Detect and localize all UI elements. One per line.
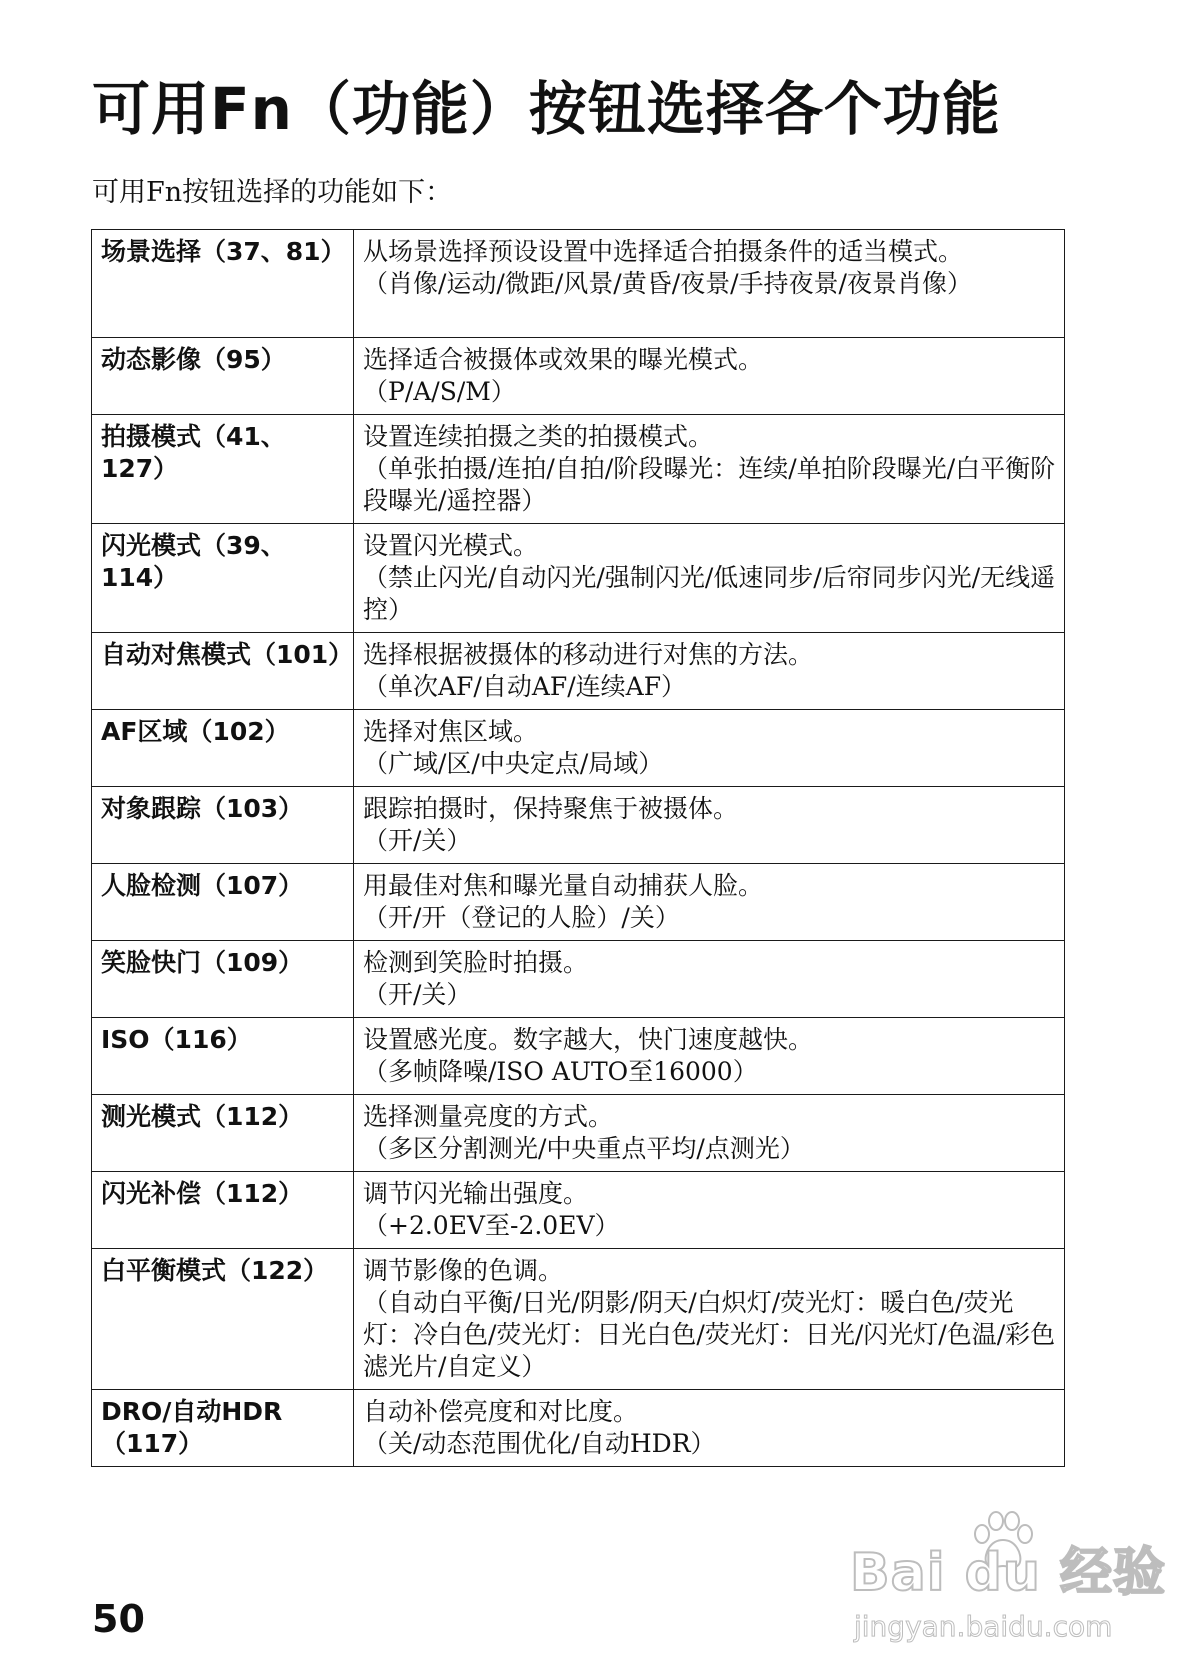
table-row — [92, 1095, 1065, 1172]
function-name: 闪光模式（39、114） — [92, 524, 354, 633]
function-name: DRO/自动HDR（117） — [92, 1390, 354, 1467]
table-row — [92, 1249, 1065, 1390]
function-description — [354, 633, 1065, 710]
function-name: 自动对焦模式（101） — [92, 633, 354, 710]
description-text: 选择对焦区域。 — [363, 717, 539, 746]
function-name: 对象跟踪（103） — [92, 787, 354, 864]
page-title: 可用Fn（功能）按钮选择各个功能 — [92, 75, 1001, 143]
options-text: （单张拍摄/连拍/自拍/阶段曝光：连续/单拍阶段曝光/白平衡阶段曝光/遥控器） — [363, 454, 1056, 515]
description-text: 选择测量亮度的方式。 — [363, 1102, 614, 1131]
options-text: （禁止闪光/自动闪光/强制闪光/低速同步/后帘同步闪光/无线遥控） — [363, 563, 1056, 624]
function-description — [354, 415, 1065, 524]
options-text: （多区分割测光/中央重点平均/点测光） — [363, 1134, 805, 1163]
table-row — [92, 1018, 1065, 1095]
function-name: AF区域（102） — [92, 710, 354, 787]
function-description — [354, 1172, 1065, 1249]
description-text: 检测到笑脸时拍摄。 — [363, 948, 589, 977]
baidu-watermark — [850, 1510, 1166, 1660]
options-text: （开/关） — [363, 826, 472, 855]
description-text: 选择根据被摄体的移动进行对焦的方法。 — [363, 640, 814, 669]
table-row — [92, 941, 1065, 1018]
function-name: 动态影像（95） — [92, 338, 354, 415]
description-text: 设置感光度。数字越大，快门速度越快。 — [363, 1025, 814, 1054]
function-name: ISO（116） — [92, 1018, 354, 1095]
table-row — [92, 1172, 1065, 1249]
function-description — [354, 1390, 1065, 1467]
function-description — [354, 710, 1065, 787]
options-text: （单次AF/自动AF/连续AF） — [363, 672, 687, 701]
function-description — [354, 338, 1065, 415]
table-row — [92, 864, 1065, 941]
function-name: 闪光补偿（112） — [92, 1172, 354, 1249]
function-name: 场景选择（37、81） — [92, 230, 354, 338]
options-text: （开/开（登记的人脸）/关） — [363, 903, 680, 932]
options-text: （广域/区/中央定点/局域） — [363, 749, 664, 778]
table-row — [92, 787, 1065, 864]
function-name: 测光模式（112） — [92, 1095, 354, 1172]
options-text: （肖像/运动/微距/风景/黄昏/夜景/手持夜景/夜景肖像） — [363, 269, 972, 298]
description-text: 选择适合被摄体或效果的曝光模式。 — [363, 345, 764, 374]
table-row — [92, 338, 1065, 415]
options-text: （+2.0EV至-2.0EV） — [363, 1211, 620, 1240]
function-name: 拍摄模式（41、127） — [92, 415, 354, 524]
function-description — [354, 1249, 1065, 1390]
function-description — [354, 864, 1065, 941]
options-text: （自动白平衡/日光/阴影/阴天/白炽灯/荧光灯：暖白色/荧光灯：冷白色/荧光灯：日光白色/荧光灯：日光/闪光灯/色温/彩色滤光片/自定义） — [363, 1288, 1056, 1381]
table-row — [92, 524, 1065, 633]
function-name: 人脸检测（107） — [92, 864, 354, 941]
description-text: 调节闪光输出强度。 — [363, 1179, 589, 1208]
function-table — [91, 229, 1065, 1467]
table-row — [92, 710, 1065, 787]
function-description — [354, 1095, 1065, 1172]
description-text: 用最佳对焦和曝光量自动捕获人脸。 — [363, 871, 764, 900]
description-text: 设置闪光模式。 — [363, 531, 539, 560]
watermark-url: jingyan.baidu.com — [854, 1610, 1113, 1643]
table-row — [92, 1390, 1065, 1467]
intro-text: 可用Fn按钮选择的功能如下： — [92, 177, 453, 208]
function-name: 笑脸快门（109） — [92, 941, 354, 1018]
watermark-logo-text: Bai du 经验 — [850, 1543, 1166, 1603]
table-row — [92, 230, 1065, 338]
description-text: 调节影像的色调。 — [363, 1256, 564, 1285]
function-description — [354, 787, 1065, 864]
description-text: 跟踪拍摄时，保持聚焦于被摄体。 — [363, 794, 739, 823]
description-text: 从场景选择预设设置中选择适合拍摄条件的适当模式。 — [363, 237, 964, 266]
function-description — [354, 524, 1065, 633]
description-text: 自动补偿亮度和对比度。 — [363, 1397, 639, 1426]
options-text: （多帧降噪/ISO AUTO至16000） — [363, 1057, 758, 1086]
function-description — [354, 1018, 1065, 1095]
table-row — [92, 415, 1065, 524]
function-description — [354, 230, 1065, 338]
options-text: （P/A/S/M） — [363, 377, 516, 406]
function-description — [354, 941, 1065, 1018]
description-text: 设置连续拍摄之类的拍摄模式。 — [363, 422, 714, 451]
function-name: 白平衡模式（122） — [92, 1249, 354, 1390]
table-row — [92, 633, 1065, 710]
options-text: （关/动态范围优化/自动HDR） — [363, 1429, 716, 1458]
page-number: 50 — [92, 1597, 145, 1641]
options-text: （开/关） — [363, 980, 472, 1009]
